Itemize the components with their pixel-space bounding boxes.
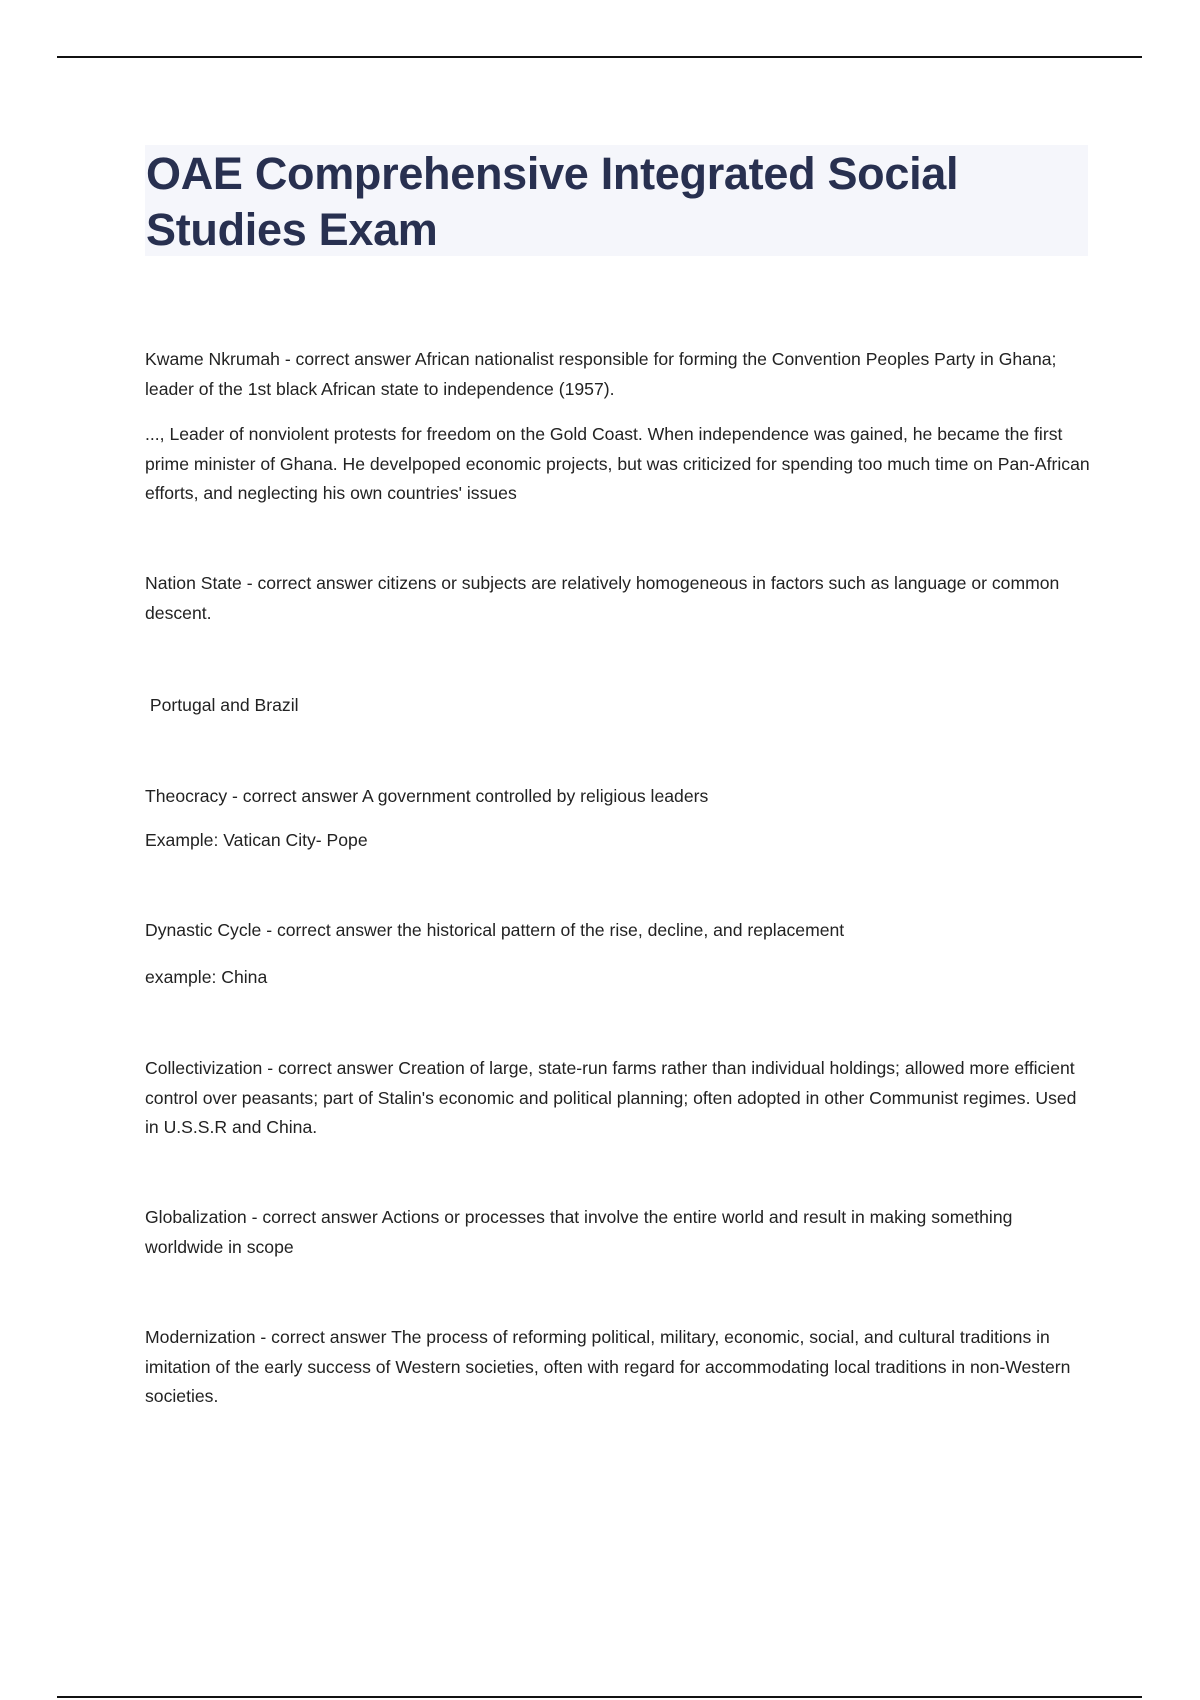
entry-dynastic-cycle-example: example: China [145, 967, 268, 987]
entry-theocracy: Theocracy - correct answer A government controlled by religious leaders [145, 786, 709, 806]
entry-kwame-nkrumah: Kwame Nkrumah - correct answer African nationalist responsible for forming the Convention Peoples Party in Ghana; leader of the 1st black African state to independence (1957). [145, 349, 1057, 399]
entry-globalization: Globalization - correct answer Actions or processes that involve the entire world and result in making something worldwide in scope [145, 1207, 1013, 1257]
entry-modernization: Modernization - correct answer The process of reforming political, military, economic, social, and cultural traditions in imitation of the early success of Western societies, often with regard for accommodating local traditions in non-Western societies. [145, 1327, 1071, 1406]
bottom-rule [57, 1696, 1142, 1698]
entry-nation-state: Nation State - correct answer citizens or subjects are relatively homogeneous in factors such as language or common descent. [145, 573, 1060, 623]
entry-dynastic-cycle: Dynastic Cycle - correct answer the historical pattern of the rise, decline, and replacement [145, 920, 845, 940]
document-title: OAE Comprehensive Integrated Social Studies Exam [146, 148, 959, 255]
entry-theocracy-example: Example: Vatican City- Pope [145, 830, 368, 850]
top-rule [57, 56, 1142, 58]
entry-portugal-brazil: Portugal and Brazil [145, 695, 299, 715]
entry-collectivization: Collectivization - correct answer Creation of large, state-run farms rather than individual holdings; allowed more efficient control over peasants; part of Stalin's economic and political planning; often adopted in other Communist regimes. Used in U.S.S.R and China. [145, 1058, 1077, 1137]
entry-kwame-nkrumah-detail: ..., Leader of nonviolent protests for freedom on the Gold Coast. When independence was gained, he became the first prime minister of Ghana. He develpoped economic projects, but was criticized for spending too much time on Pan-African efforts, and neglecting his own countries' issues [145, 424, 1090, 503]
